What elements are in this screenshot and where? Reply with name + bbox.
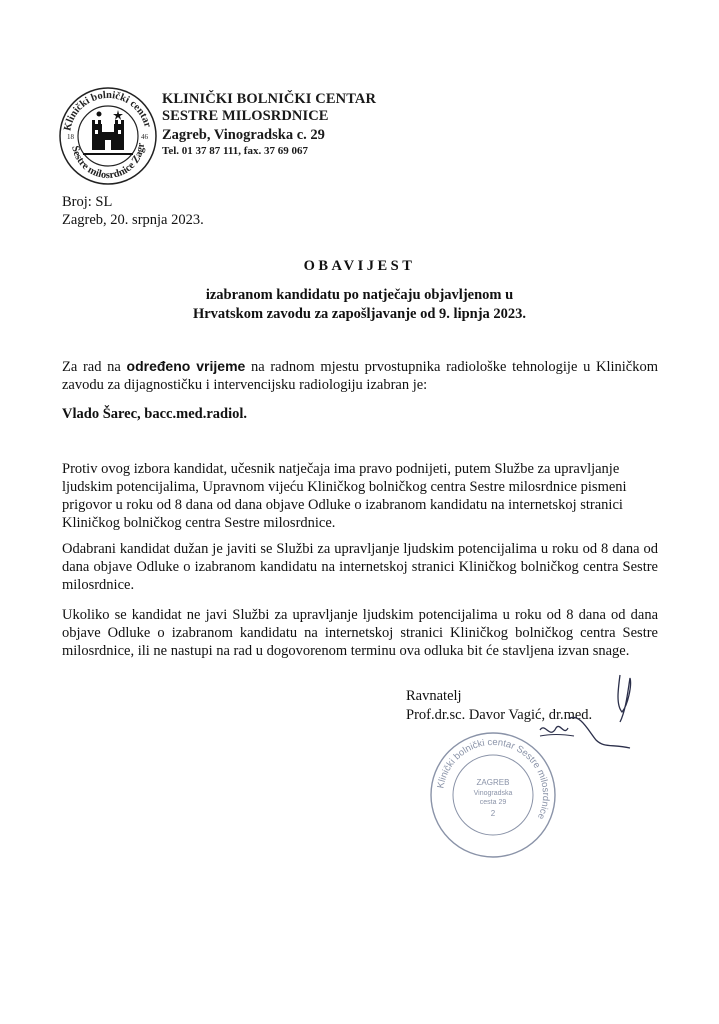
stamp-number: 2 xyxy=(490,809,496,818)
institution-name-line2: SESTRE MILOSRDNICE xyxy=(162,108,329,124)
place-date: Zagreb, 20. srpnja 2023. xyxy=(62,212,204,228)
svg-text:Klinički bolnički centar: Klinički bolnički centar xyxy=(62,89,153,132)
paragraph-appeal-line2: ljudskim potencijalima, Upravnom vijeću Kliničkog bolničkog centra Sestre milosrdnice pismeni xyxy=(62,479,627,495)
paragraph-appeal-line3: prigovor u roku od 8 dana od dana objave Odluke o izabranom kandidatu na internetskoj stranici xyxy=(62,497,623,513)
paragraph-appeal-line4: Kliničkog bolničkog centra Sestre milosrdnice. xyxy=(62,515,336,531)
institution-name-line1: KLINIČKI BOLNIČKI CENTAR xyxy=(162,91,377,107)
svg-text:Klinički bolnički centar Sestr: Klinički bolnički centar Sestre milosrdnice xyxy=(435,736,552,821)
paragraph-position-after: na radnom mjestu prvostupnika radiološke tehnologije u Kliničkom zavodu za dijagnostičku i intervencijsku radiologiju izabran je: xyxy=(62,359,659,393)
paragraph-position-emphasis: određeno vrijeme xyxy=(126,358,246,374)
svg-text:Sestre milosrdnice Zagreb: Sestre milosrdnice Zagr xyxy=(69,142,148,182)
document-title: OBAVIJEST xyxy=(303,258,416,274)
stamp-city: ZAGREB xyxy=(476,778,510,787)
logo-year-left: 18 xyxy=(67,133,74,141)
letterhead xyxy=(162,91,376,159)
signatory-name: Prof.dr.sc. Davor Vagić, dr.med. xyxy=(406,707,593,723)
subtitle-line1: izabranom kandidatu po natječaju objavljenom u xyxy=(205,287,514,303)
hospital-logo xyxy=(58,86,158,186)
institution-contact: Tel. 01 37 87 111, fax. 37 69 067 xyxy=(162,145,308,157)
document-subtitle xyxy=(0,286,719,324)
paragraph-report: Odabrani kandidat dužan je javiti se Službi za upravljanje ljudskim potencijalima u roku od 8 dana od dana objave Odluke o izabranom kandidatu na internetskoj stranici Kliničkog bolničkog centra Sestre milosrdnice. xyxy=(62,541,658,593)
subtitle-line2: Hrvatskom zavodu za zapošljavanje od 9. lipnja 2023. xyxy=(192,306,527,322)
document-reference xyxy=(62,193,204,229)
paragraph-appeal xyxy=(62,460,658,532)
selected-candidate: Vlado Šarec, bacc.med.radiol. xyxy=(62,406,247,422)
signatory-role: Ravnatelj xyxy=(406,688,462,704)
paragraph-cancellation: Ukoliko se kandidat ne javi Službi za upravljanje ljudskim potencijalima u roku od 8 dana od dana objave Odluke o izabranom kandidatu na internetskoj stranici Kliničkog bolničkog centra Sestre milosrdnice, ili ne nastupi na rad u dogovorenom terminu ova odluka bit će stavljena izvan snage. xyxy=(62,607,658,659)
stamp-street-no: cesta 29 xyxy=(479,799,507,806)
paragraph-position xyxy=(62,357,658,394)
institution-address: Zagreb, Vinogradska c. 29 xyxy=(162,127,325,143)
handwritten-signature xyxy=(470,670,640,770)
logo-year-right: 46 xyxy=(141,133,148,141)
paragraph-position-before: Za rad na xyxy=(62,359,127,375)
paragraph-appeal-line1: Protiv ovog izbora kandidat, učesnik natječaja ima pravo podnijeti, putem Službe za upravljanje xyxy=(62,461,620,477)
stamp-street: Vinogradska xyxy=(473,790,513,797)
reference-number: Broj: SL xyxy=(62,194,113,210)
